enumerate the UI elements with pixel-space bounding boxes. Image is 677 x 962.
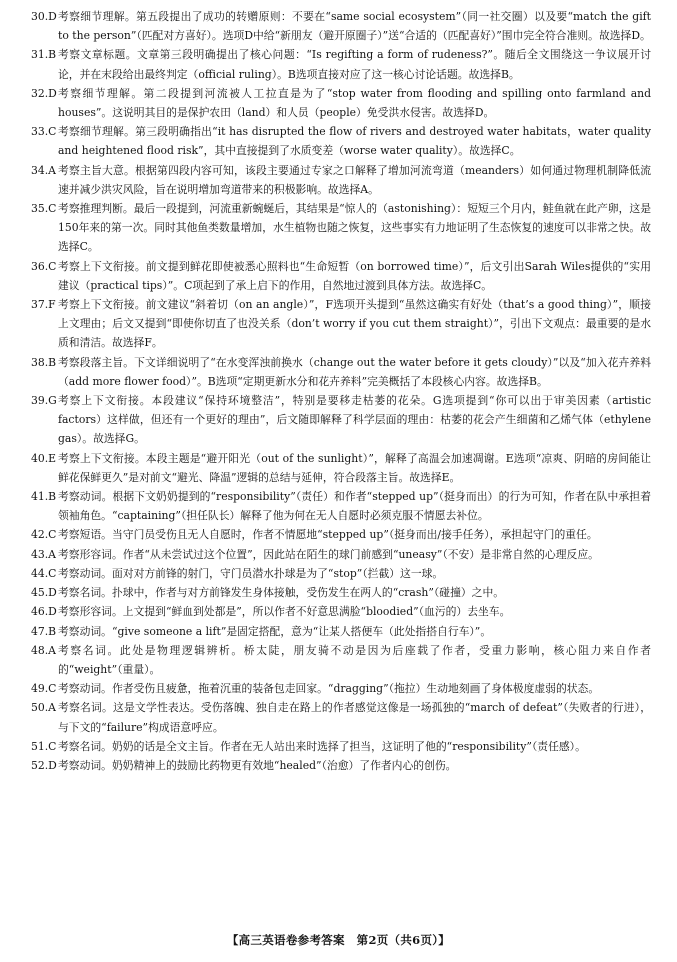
answer-item — [31, 525, 651, 544]
page-footer: 【高三英语卷参考答案 第2页（共6页）】 — [226, 933, 451, 947]
answer-item — [31, 161, 651, 199]
answer-number: 44.C — [31, 566, 57, 580]
answer-explanation: 考察段落主旨。下文详细说明了“在水变浑浊前换水（change out the water before it gets cloudy）”以及“加入花卉养料（add more flower food）”。B选项“定期更新水分和花卉养料”完美概括了本段核心内容。故选择B。 — [58, 355, 651, 388]
answer-item — [31, 756, 651, 775]
answer-explanation: 考察形容词。作者“从未尝试过这个位置”，因此站在陌生的球门前感到“uneasy”（不安）是非常自然的心理反应。 — [58, 547, 599, 561]
answer-number: 51.C — [31, 739, 57, 753]
answer-explanation: 考察动词。根据下文奶奶提到的“responsibility”（责任）和作者“stepped up”（挺身而出）的行为可知，作者在队中承担着领袖角色。“captaining”（担任队长）解释了他为何在无人自愿时必须克服不情愿去补位。 — [58, 490, 651, 523]
answer-item — [31, 84, 651, 122]
answer-number: 33.C — [31, 125, 57, 139]
answer-number: 40.E — [31, 451, 57, 465]
answer-explanation: 考察文章标题。文章第三段明确提出了核心问题：“Is regifting a form of rudeness?”。随后全文围绕这一争议展开讨论，并在末段给出最终判定（official ruling）。B选项直接对应了这一核心讨论话题。故选择B。 — [58, 48, 651, 81]
answer-item — [31, 698, 651, 736]
answer-item — [31, 353, 651, 391]
answer-number: 31.B — [31, 48, 57, 62]
answer-explanation: 考察推理判断。最后一段提到，河流重新蜿蜒后，其结果是“惊人的（astonishing）：短短三个月内，鲑鱼就在此产卵，这是150年来的第一次。同时其他鱼类数量增加，水生植物也随之恢复，这些事实有力地证明了生态恢复的速度可以非常之快。故选择C。 — [58, 202, 651, 254]
answer-number: 49.C — [31, 682, 57, 696]
answer-item — [31, 737, 651, 756]
answer-explanation: 考察上下文衔接。前文提到鲜花即使被悉心照料也“生命短暂（on borrowed time）”，后文引出Sarah Wiles提供的“实用建议（practical tips）”。C项起到了承上启下的作用，自然地过渡到具体方法。故选择C。 — [58, 259, 651, 292]
answer-item — [31, 45, 651, 83]
answer-explanation: 考察名词。扑球中，作者与对方前锋发生身体接触，受伤发生在两人的“crash”（碰撞）之中。 — [58, 586, 505, 600]
answer-number: 52.D — [31, 758, 57, 772]
answer-item — [31, 545, 651, 564]
answer-number: 43.A — [31, 547, 56, 561]
answer-number: 50.A — [31, 701, 56, 715]
answer-explanation: 考察细节理解。第二段提到河流被人工拉直是为了“stop water from flooding and spilling onto farmland and houses”。这说明其目的是保护农田（land）和人员（people）免受洪水侵害。故选择D。 — [58, 86, 651, 120]
answer-number: 32.D — [31, 86, 57, 100]
answer-item — [31, 122, 651, 160]
answer-explanation: 考察主旨大意。根据第四段内容可知，该段主要通过专家之口解释了增加河流弯道（meanders）如何通过物理机制降低流速并减少洪灾风险，旨在说明增加弯道带来的积极影响。故选择A。 — [58, 163, 651, 196]
answer-item — [31, 487, 651, 525]
answer-number: 30.D — [31, 10, 57, 23]
answer-number: 39.G — [31, 394, 57, 408]
answer-explanation: 考察名词。这是文学性表达。受伤落魄、独自走在路上的作者感觉这像是一场孤独的“march of defeat”（失败者的行进），与下文的“failure”构成语意呼应。 — [58, 701, 651, 734]
answer-number: 42.C — [31, 528, 57, 542]
answer-item — [31, 257, 651, 295]
answer-explanation: 考察名词。奶奶的话是全文主旨。作者在无人站出来时选择了担当，这证明了他的“responsibility”（责任感）。 — [58, 739, 586, 753]
answer-item — [31, 622, 651, 641]
answer-number: 34.A — [31, 163, 56, 177]
answer-item — [31, 602, 651, 621]
answer-explanation: 考察细节理解。第三段明确指出“it has disrupted the flow of rivers and destroyed water habitats，water quality and heightened flood risk”，其中直接提到了水质变差（worse water quality）。故选择C。 — [58, 125, 651, 158]
answer-number: 46.D — [31, 605, 57, 619]
answer-number: 47.B — [31, 624, 57, 638]
answer-item — [31, 583, 651, 602]
answer-number: 35.C — [31, 202, 57, 216]
answer-explanation: 考察上下文衔接。前文建议“斜着切（on an angle）”，F选项开头提到“虽然这确实有好处（that’s a good thing）”，顺接上文理由；后文又提到“即使你切直了也没关系（don’t worry if you cut them straight）”，引出下文观点：最重要的是水质和清洁。故选择F。 — [58, 298, 651, 350]
answer-explanation: 考察动词。“give someone a lift”是固定搭配，意为“让某人搭便车（此处指搭自行车）”。 — [58, 624, 492, 638]
answer-explanation: 考察动词。奶奶精神上的鼓励比药物更有效地“healed”（治愈）了作者内心的创伤。 — [58, 758, 457, 772]
answer-number: 36.C — [31, 259, 57, 273]
answer-number: 38.B — [31, 355, 57, 369]
answer-explanation: 考察短语。当守门员受伤且无人自愿时，作者不情愿地“stepped up”（挺身而出/接手任务），承担起守门的重任。 — [58, 528, 598, 542]
answer-item — [31, 641, 651, 679]
answer-number: 41.B — [31, 490, 57, 504]
answer-explanation: 考察上下文衔接。本段建议“保持环境整洁”，特别是要移走枯萎的花朵。G选项提到“你可以出于审美因素（artistic factors）这样做，但还有一个更好的理由”，后文随即解释了科学层面的理由：枯萎的花会产生细菌和乙烯气体（ethylene gas）。故选择G。 — [58, 394, 651, 446]
answer-explanation: 考察形容词。上文提到“鲜血到处都是”，所以作者不好意思满脸“bloodied”（血污的）去坐车。 — [58, 605, 511, 619]
answer-item — [31, 449, 651, 487]
answer-item — [31, 391, 651, 449]
answer-explanation: 考察动词。面对对方前锋的射门，守门员潜水扑球是为了“stop”（拦截）这一球。 — [58, 566, 444, 580]
answer-item — [31, 564, 651, 583]
answer-item — [31, 295, 651, 353]
answer-number: 48.A — [31, 643, 56, 657]
answer-explanation: 考察上下文衔接。本段主题是“避开阳光（out of the sunlight）”，解释了高温会加速凋谢。E选项“凉爽、阴暗的房间能让鲜花保鲜更久”是对前文“避光、降温”逻辑的总结与延伸，符合段落主旨。故选择E。 — [58, 451, 651, 484]
answer-number: 37.F — [31, 298, 56, 312]
answer-explanation: 考察细节理解。第五段提出了成功的转赠原则：不要在“same social ecosystem”（同一社交圈）以及要“match the gift to the person”（匹配对方喜好）。选项D中给“新朋友（避开原圈子）”送“合适的（匹配喜好）”围巾完全符合准则。故选择D。 — [58, 10, 651, 43]
answer-item — [31, 7, 651, 45]
answer-item — [31, 679, 651, 698]
answer-explanation: 考察动词。作者受伤且疲惫，拖着沉重的装备包走回家。“dragging”（拖拉）生动地刻画了身体极度虚弱的状态。 — [58, 682, 600, 696]
answer-item — [31, 199, 651, 257]
answer-number: 45.D — [31, 586, 57, 600]
answer-explanation: 考察名词。此处是物理逻辑辨析。桥太陡，朋友骑不动是因为后座载了作者，受重力影响，核心阻力来自作者的“weight”（重量）。 — [58, 643, 651, 676]
